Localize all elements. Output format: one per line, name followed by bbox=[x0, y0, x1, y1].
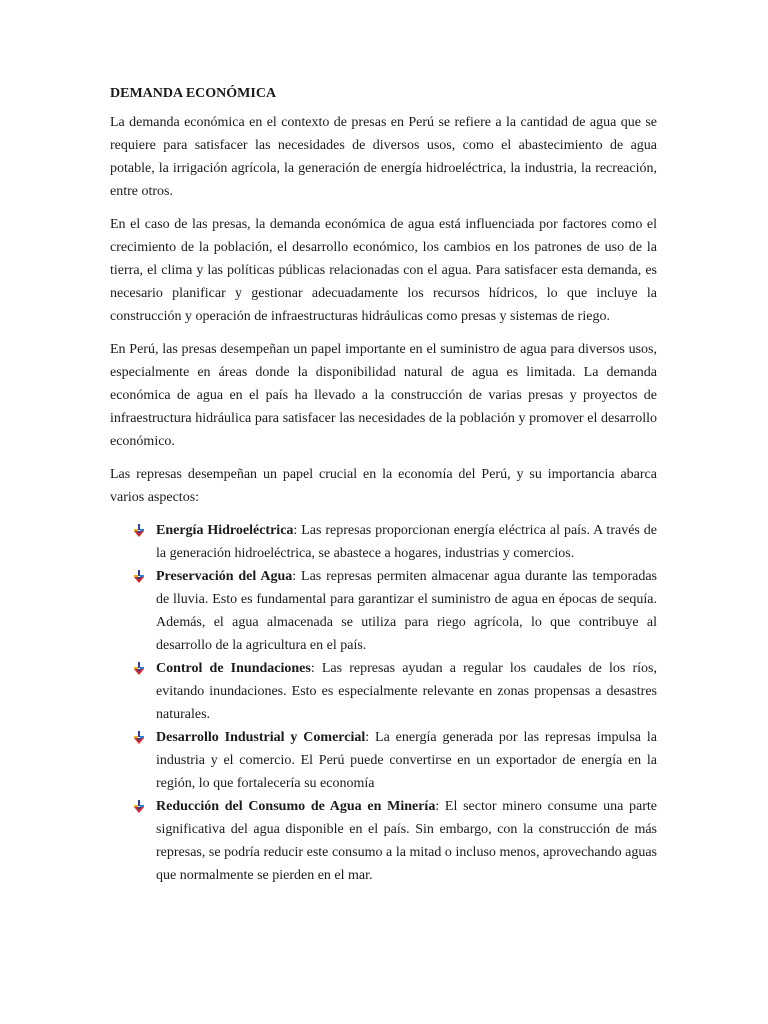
document-page bbox=[110, 82, 657, 887]
paragraph-2: En el caso de las presas, la demanda económica de agua está influenciada por factores como el crecimiento de la población, el desarrollo económico, los cambios en los patrones de uso de la tierra, el clima y las políticas públicas relacionadas con el agua. Para satisfacer esta demanda, es necesario planificar y gestionar adecuadamente los recursos hídricos, lo que incluye la construcción y operación de infraestructuras hidráulicas como presas y sistemas de riego. bbox=[110, 217, 657, 324]
list-item-term: Reducción del Consumo de Agua en Minería bbox=[156, 799, 436, 814]
list-item bbox=[156, 657, 657, 726]
list-item-term: Desarrollo Industrial y Comercial bbox=[156, 730, 366, 745]
arrow-bullet-icon bbox=[133, 570, 145, 583]
list-item-text: : La energía generada por las represas impulsa la industria y el comercio. El Perú puede convertirse en un exportador de energía en la región, lo que fortalecería su economía bbox=[156, 730, 657, 791]
list-item-text: : Las represas proporcionan energía eléctrica al país. A través de la generación hidroeléctrica, se abastece a hogares, industrias y comercios. bbox=[156, 523, 657, 561]
paragraph-4: Las represas desempeñan un papel crucial en la economía del Perú, y su importancia abarca varios aspectos: bbox=[110, 467, 657, 505]
aspects-list bbox=[110, 519, 657, 887]
arrow-bullet-icon bbox=[133, 524, 145, 537]
list-item-text: : Las represas ayudan a regular los caudales de los ríos, evitando inundaciones. Esto es especialmente relevante en zonas propensas a desastres naturales. bbox=[156, 661, 657, 722]
list-item-text: : Las represas permiten almacenar agua durante las temporadas de lluvia. Esto es fundamental para garantizar el suministro de agua en épocas de sequía. Además, el agua almacenada se utiliza para riego agrícola, lo que contribuye al desarrollo de la agricultura en el país. bbox=[156, 569, 657, 653]
arrow-bullet-icon bbox=[133, 731, 145, 744]
list-item bbox=[156, 565, 657, 657]
paragraph-3: En Perú, las presas desempeñan un papel importante en el suministro de agua para diversos usos, especialmente en áreas donde la disponibilidad natural de agua es limitada. La demanda económica de agua en el país ha llevado a la construcción de varias presas y proyectos de infraestructura hidráulica para satisfacer las necesidades de la población y promover el desarrollo económico. bbox=[110, 342, 657, 449]
arrow-bullet-icon bbox=[133, 800, 145, 813]
list-item bbox=[156, 519, 657, 565]
paragraph-1: La demanda económica en el contexto de presas en Perú se refiere a la cantidad de agua que se requiere para satisfacer las necesidades de diversos usos, como el abastecimiento de agua potable, la irrigación agrícola, la generación de energía hidroeléctrica, la industria, la recreación, entre otros. bbox=[110, 115, 657, 199]
list-item bbox=[156, 795, 657, 887]
document-title: DEMANDA ECONÓMICA bbox=[110, 86, 277, 101]
arrow-bullet-icon bbox=[133, 662, 145, 675]
list-item-term: Control de Inundaciones bbox=[156, 661, 311, 676]
list-item bbox=[156, 726, 657, 795]
list-item-term: Preservación del Agua bbox=[156, 569, 293, 584]
list-item-text: : El sector minero consume una parte significativa del agua disponible en el país. Sin embargo, con la construcción de más represas, se podría reducir este consumo a la mitad o incluso menos, aprovechando aguas que normalmente se pierden en el mar. bbox=[156, 799, 658, 883]
list-item-term: Energía Hidroeléctrica bbox=[156, 523, 294, 538]
